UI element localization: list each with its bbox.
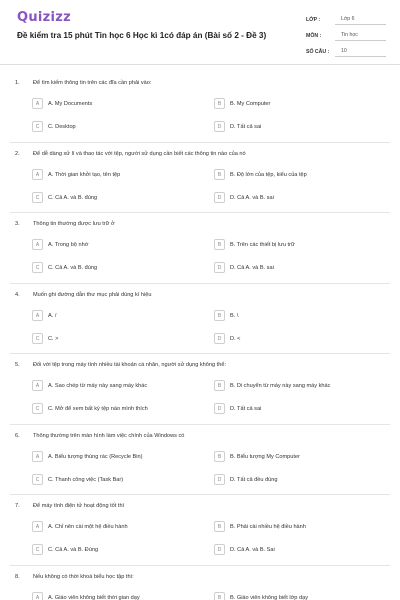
- option-letter-box: C: [32, 192, 43, 203]
- option-text: C. >: [48, 335, 59, 342]
- option-letter-box: B: [214, 169, 225, 180]
- option-letter-box: B: [214, 239, 225, 250]
- question-number: 2.: [15, 151, 20, 157]
- meta-label: MÔN :: [306, 33, 322, 39]
- option-text: C. Thanh công việc (Task Bar): [48, 476, 124, 483]
- meta-row-class: [306, 12, 386, 28]
- answer-option-c[interactable]: [32, 262, 97, 273]
- option-letter-box: B: [214, 592, 225, 600]
- option-letter-box: A: [32, 451, 43, 462]
- option-text: C. Cả A. và B. Đúng: [48, 546, 99, 553]
- option-letter-box: B: [214, 98, 225, 109]
- meta-value: 10: [335, 48, 386, 57]
- answer-option-d[interactable]: [214, 192, 274, 203]
- option-text: D. <: [230, 335, 241, 342]
- option-text: B. Trên các thiết bị lưu trữ: [230, 241, 295, 248]
- option-text: A. Trong bộ nhớ: [48, 241, 89, 248]
- option-text: B. Độ lớn của tệp, kiểu của tệp: [230, 171, 307, 178]
- option-text: A. Chỉ nên cài một hệ điều hành: [48, 523, 128, 530]
- meta-label: SỐ CÂU :: [306, 49, 330, 55]
- meta-row-subject: [306, 28, 386, 44]
- meta-value: Tin học: [335, 32, 386, 41]
- option-letter-box: D: [214, 262, 225, 273]
- option-letter-box: B: [214, 521, 225, 532]
- option-text: A. /: [48, 312, 57, 319]
- question-number: 8.: [15, 574, 20, 580]
- question-text: Để máy tính điện tử hoạt động tốt thì: [33, 503, 125, 509]
- worksheet-title: Đề kiểm tra 15 phút Tin học 6 Học kì 1có đáp án (Bài số 2 - Đề 3): [17, 31, 267, 40]
- question-number: 6.: [15, 433, 20, 439]
- answer-option-a[interactable]: [32, 380, 147, 391]
- answer-option-c[interactable]: [32, 121, 76, 132]
- question-text: Nếu không có thời khoá biểu học tập thì:: [33, 574, 134, 580]
- option-letter-box: C: [32, 474, 43, 485]
- option-text: D. Cả A. và B. sai: [230, 264, 274, 271]
- option-letter-box: B: [214, 451, 225, 462]
- question-number: 3.: [15, 221, 20, 227]
- option-text: B. \: [230, 312, 239, 319]
- answer-option-d[interactable]: [214, 333, 240, 344]
- question-text: Đối với tệp trong máy tính nhiều tài khoản cá nhân, người sử dụng không thể:: [33, 362, 227, 368]
- question-divider: [10, 212, 390, 213]
- question-text: Thông tin thường được lưu trữ ở: [33, 221, 115, 227]
- option-letter-box: D: [214, 474, 225, 485]
- answer-option-b[interactable]: [214, 169, 307, 180]
- option-text: D. Tất cả sai: [230, 405, 262, 412]
- question-number: 7.: [15, 503, 20, 509]
- option-text: B. Phải cài nhiều hệ điều hành: [230, 523, 306, 530]
- option-text: A. My Documents: [48, 100, 93, 107]
- question-number: 5.: [15, 362, 20, 368]
- worksheet-header: [0, 0, 400, 65]
- option-text: A. Biểu tượng thùng rác (Recycle Bin): [48, 453, 143, 460]
- option-letter-box: A: [32, 310, 43, 321]
- option-letter-box: C: [32, 403, 43, 414]
- question-text: Để dễ dàng xử lí và thao tác với tệp, người sử dụng cần biết các thông tin nào của nó: [33, 151, 246, 157]
- option-letter-box: D: [214, 403, 225, 414]
- option-text: A. Thời gian khởi tạo, tên tệp: [48, 171, 121, 178]
- meta-label: LỚP :: [306, 17, 321, 23]
- question-number: 4.: [15, 292, 20, 298]
- meta-row-count: [306, 44, 386, 60]
- option-text: B. My Computer: [230, 100, 271, 107]
- option-letter-box: A: [32, 380, 43, 391]
- option-text: B. Di chuyển từ máy này sang máy khác: [230, 382, 331, 389]
- answer-option-b[interactable]: [214, 239, 295, 250]
- meta-value: Lớp 6: [335, 16, 386, 25]
- option-text: C. Desktop: [48, 123, 76, 130]
- answer-option-d[interactable]: [214, 474, 277, 485]
- answer-option-a[interactable]: [32, 310, 56, 321]
- question-number: 1.: [15, 80, 20, 86]
- question-divider: [10, 565, 390, 566]
- question-text: Thông thường trên màn hình làm việc chính của Windows có: [33, 433, 185, 439]
- answer-option-b[interactable]: [214, 98, 270, 109]
- option-letter-box: B: [214, 380, 225, 391]
- answer-option-a[interactable]: [32, 592, 140, 600]
- answer-option-a[interactable]: [32, 169, 120, 180]
- answer-option-c[interactable]: [32, 192, 97, 203]
- option-text: B. Biểu tượng My Computer: [230, 453, 300, 460]
- question-divider: [10, 283, 390, 284]
- option-text: D. Cả A. và B. Sai: [230, 546, 275, 553]
- option-letter-box: D: [214, 192, 225, 203]
- answer-option-a[interactable]: [32, 521, 128, 532]
- answer-option-c[interactable]: [32, 544, 98, 555]
- option-text: C. Mở để xem bất kỳ tệp nào mình thích: [48, 405, 148, 412]
- option-letter-box: D: [214, 544, 225, 555]
- answer-option-c[interactable]: [32, 474, 123, 485]
- quizizz-logo: Quizizz: [17, 10, 72, 25]
- answer-option-a[interactable]: [32, 239, 88, 250]
- answer-option-d[interactable]: [214, 262, 274, 273]
- option-letter-box: C: [32, 262, 43, 273]
- option-letter-box: C: [32, 544, 43, 555]
- question-text: Để tìm kiếm thông tin trên các đĩa cần phải vào:: [33, 80, 152, 86]
- option-letter-box: D: [214, 333, 225, 344]
- answer-option-d[interactable]: [214, 544, 275, 555]
- answer-option-b[interactable]: [214, 451, 300, 462]
- option-text: C. Cả A. và B. đúng: [48, 194, 98, 201]
- answer-option-d[interactable]: [214, 121, 261, 132]
- answer-option-c[interactable]: [32, 403, 148, 414]
- option-letter-box: D: [214, 121, 225, 132]
- answer-option-b[interactable]: [214, 310, 238, 321]
- option-letter-box: A: [32, 239, 43, 250]
- option-letter-box: A: [32, 521, 43, 532]
- answer-option-a[interactable]: [32, 451, 142, 462]
- answer-option-d[interactable]: [214, 403, 261, 414]
- answer-option-b[interactable]: [214, 592, 308, 600]
- option-letter-box: C: [32, 333, 43, 344]
- answer-option-b[interactable]: [214, 521, 306, 532]
- option-letter-box: B: [214, 310, 225, 321]
- worksheet-meta: [306, 12, 386, 60]
- answer-option-c[interactable]: [32, 333, 58, 344]
- option-text: D. Tất cả sai: [230, 123, 262, 130]
- question-text: Muốn ghi đường dẫn thư mục phải dùng kí hiệu: [33, 292, 152, 298]
- option-text: B. Giáo viên không biết lớp dạy: [230, 594, 308, 600]
- answer-option-b[interactable]: [214, 380, 330, 391]
- question-divider: [10, 424, 390, 425]
- question-divider: [10, 353, 390, 354]
- question-divider: [10, 494, 390, 495]
- option-text: D. Tất cả đều đúng: [230, 476, 278, 483]
- option-letter-box: A: [32, 98, 43, 109]
- option-letter-box: A: [32, 169, 43, 180]
- option-text: A. Giáo viên không biết thời gian dạy: [48, 594, 140, 600]
- option-letter-box: A: [32, 592, 43, 600]
- option-text: C. Cả A. và B. đúng: [48, 264, 98, 271]
- option-letter-box: C: [32, 121, 43, 132]
- question-divider: [10, 142, 390, 143]
- option-text: A. Sao chép từ máy này sang máy khác: [48, 382, 148, 389]
- answer-option-a[interactable]: [32, 98, 92, 109]
- option-text: D. Cả A. và B. sai: [230, 194, 274, 201]
